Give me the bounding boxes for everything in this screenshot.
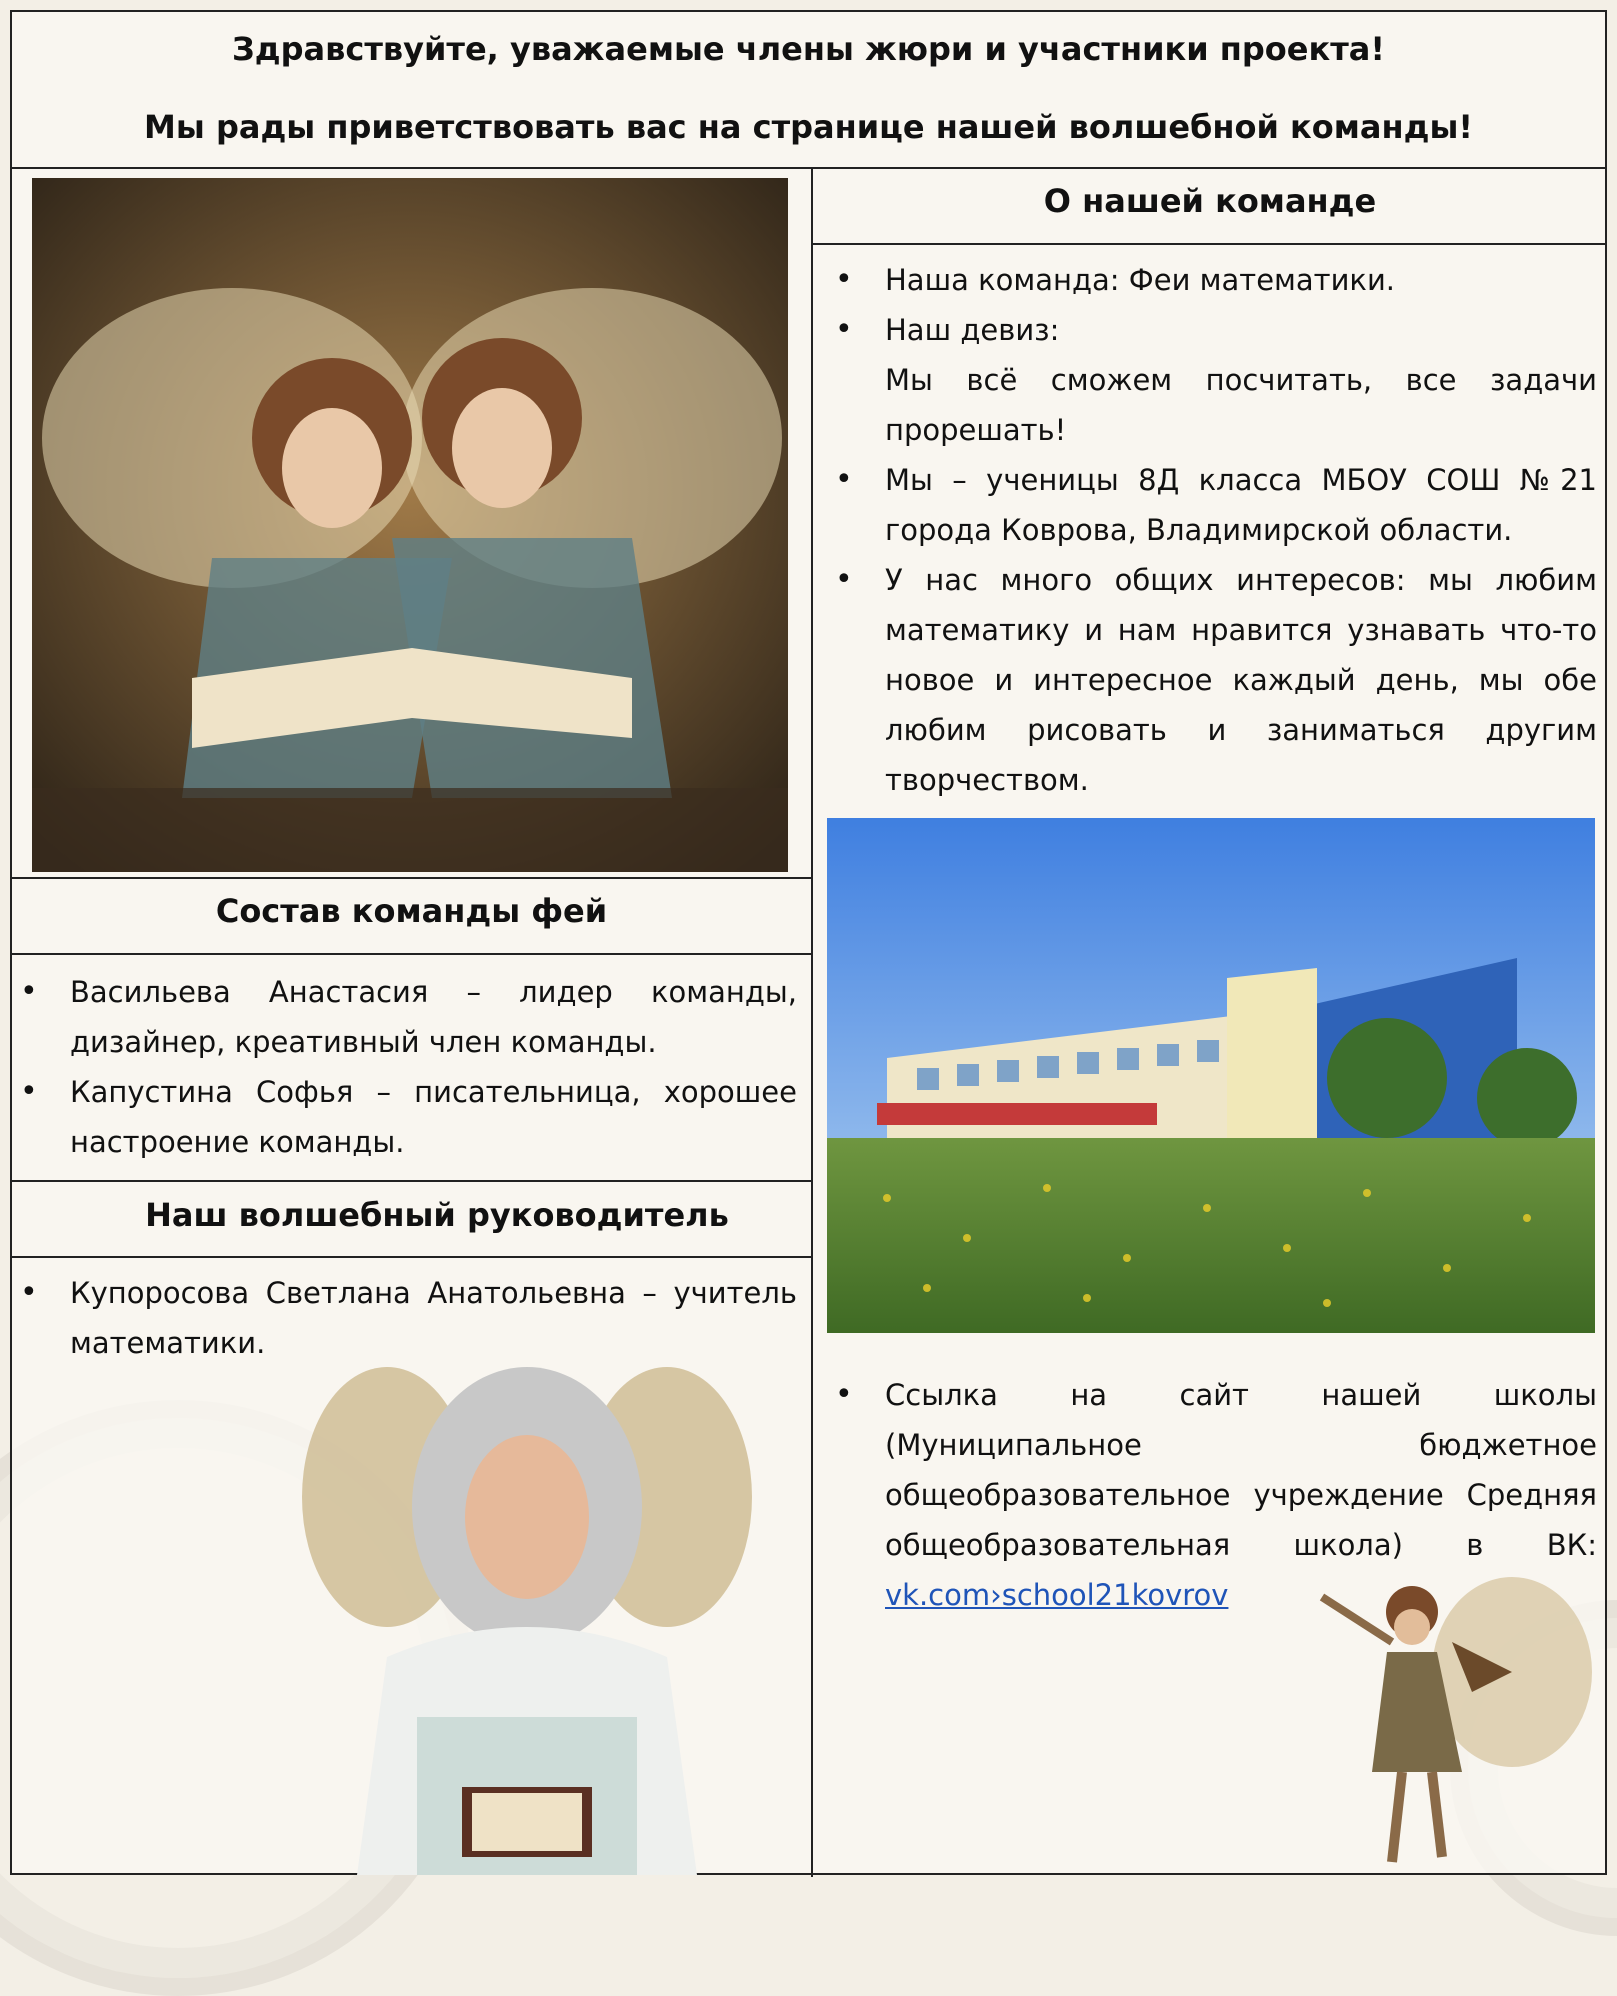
greeting-line-2: Мы рады приветствовать вас на странице нашей волшебной команды! (144, 108, 1473, 146)
school-link-description: Ссылка на сайт нашей школы (Муниципальное бюджетное общеобразовательное учреждение Средняя общеобразовательная школа) в ВК: (885, 1378, 1597, 1562)
list-item: • Капустина Софья – писательница, хорошее настроение команды. (12, 1067, 797, 1167)
small-fairy-image (1302, 1542, 1602, 1872)
greeting-line-1: Здравствуйте, уважаемые члены жюри и участники проекта! (232, 30, 1385, 68)
school-vk-link[interactable]: vk.com›school21kovrov (885, 1578, 1229, 1612)
divider (813, 243, 1607, 245)
about-team-heading: О нашей команде (1043, 182, 1377, 220)
list-item (827, 305, 1597, 455)
leader-heading: Наш волшебный руководитель (145, 1196, 729, 1234)
leader-list (12, 1268, 797, 1368)
divider (12, 953, 811, 955)
team-members-list (12, 967, 797, 1167)
list-item: • Васильева Анастасия – лидер команды, дизайнер, креативный член команды. (12, 967, 797, 1067)
motto-label: Наш девиз: (885, 313, 1060, 347)
list-item: • У нас много общих интересов: мы любим математику и нам нравится узнавать что-то новое и интересное каждый день, мы обе любим рисовать и заниматься другим творчеством. (827, 555, 1597, 805)
list-item: • Мы – ученицы 8Д класса МБОУ СОШ №21 города Коврова, Владимирской области. (827, 455, 1597, 555)
teacher-fairy-image (297, 1357, 757, 1875)
divider (12, 1256, 811, 1258)
motto-text: Мы всё сможем посчитать, все задачи прорешать! (885, 363, 1597, 447)
fairies-reading-image (32, 178, 788, 872)
list-item: • Купоросова Светлана Анатольевна – учитель математики. (12, 1268, 797, 1368)
column-divider (811, 167, 813, 1877)
list-item: • Наша команда: Феи математики. (827, 255, 1597, 305)
divider (12, 877, 811, 879)
about-team-list (827, 255, 1597, 805)
team-heading: Состав команды фей (215, 892, 608, 930)
page-frame (10, 10, 1607, 1875)
school-building-image (827, 818, 1595, 1333)
divider (12, 1180, 811, 1182)
divider (12, 167, 1605, 169)
